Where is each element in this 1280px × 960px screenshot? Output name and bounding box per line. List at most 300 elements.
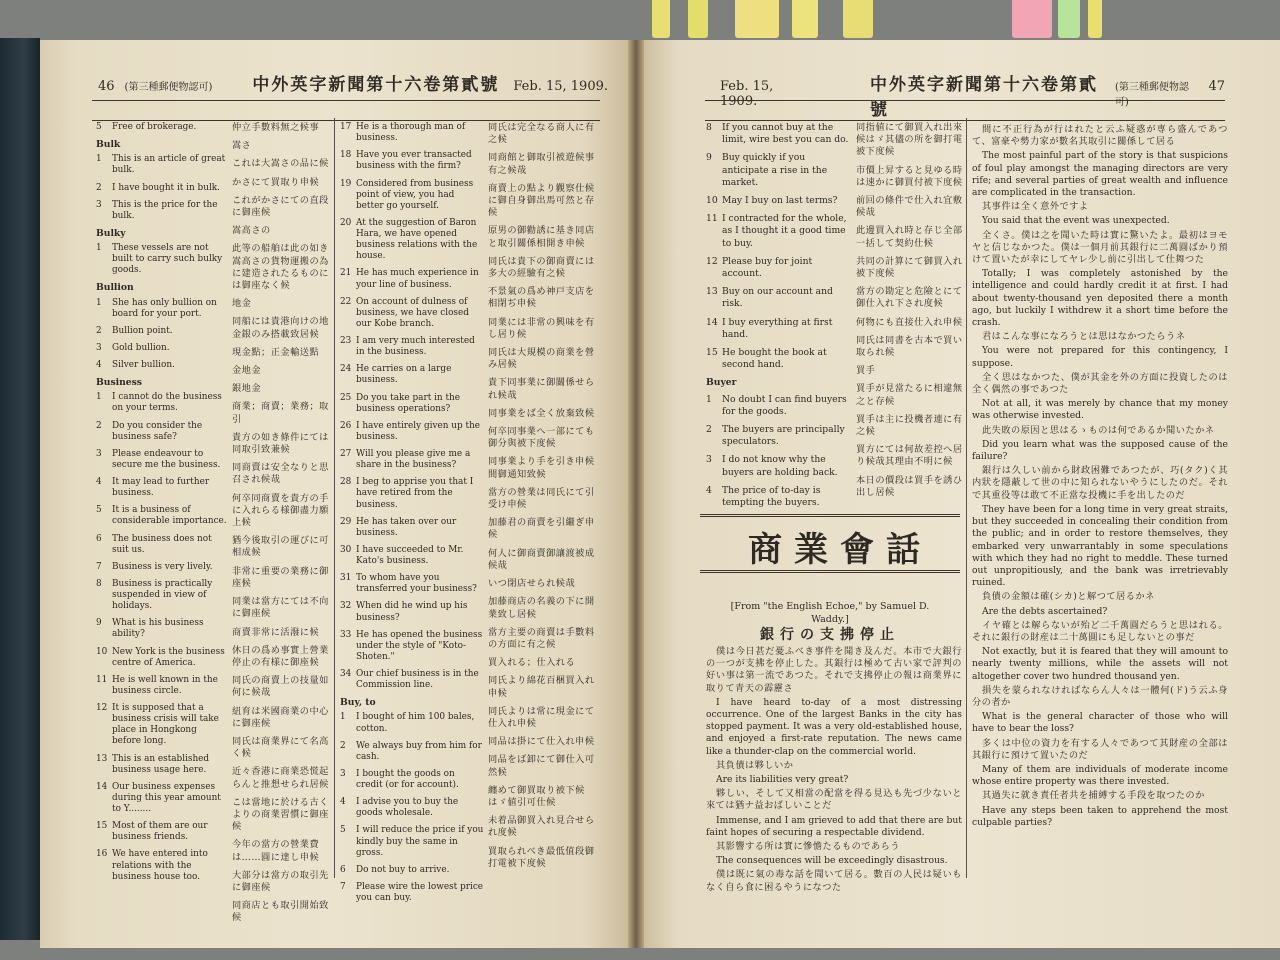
entry-text: Our business expenses during this year amount to Y........ <box>112 781 221 814</box>
japanese-line: 同商賣は安全なりと思召され候哉 <box>232 462 329 486</box>
left-english-column-2 <box>340 122 484 910</box>
book-gutter <box>628 40 644 948</box>
entry-item <box>340 825 484 858</box>
article-paragraph-en: What is the general character of those who will have to bear the loss? <box>972 711 1228 735</box>
entry-text: Do you take part in the business operations? <box>356 392 460 414</box>
japanese-line: 商業；商賣；業務；取引 <box>232 401 329 425</box>
japanese-line: 近々香港に商業恐慌起らんと推想せられ居候 <box>232 766 329 790</box>
entry-number: 8 <box>706 122 712 133</box>
entry-number: 1 <box>706 393 712 405</box>
entry-text: When did he wind up his business? <box>356 601 468 623</box>
section-heading: Business <box>96 377 142 389</box>
entry-number: 31 <box>340 573 352 584</box>
entry-number: 1 <box>96 243 102 253</box>
entry-text: This is an article of great bulk. <box>112 154 226 176</box>
entry-number: 2 <box>96 182 102 193</box>
entry-number: 1 <box>96 154 102 165</box>
entry-text: I have succeeded to Mr. Kato's business. <box>356 544 464 566</box>
article-paragraph-en: You said that the event was unexpected. <box>982 215 1170 227</box>
japanese-line: 同氏より綿花百梱買入れ申候 <box>488 675 595 699</box>
right-english-column-1 <box>706 122 852 515</box>
entry-number: 4 <box>96 477 102 487</box>
japanese-line: 此邊買入れ時と存じ全部一括して契約仕候 <box>856 225 963 249</box>
entry-number: 12 <box>706 255 718 267</box>
article-paragraph-jp: 銀行は久しい前から財政困難であつたが、巧(タク)く其内狀を隱蔽して世の中に知られないやうにしたのだ。それで其重役等は敢て不正當な投機に手を出したのだ <box>972 465 1228 501</box>
article-paragraph-en: Have any steps been taken to apprehend the most culpable parties? <box>972 804 1228 828</box>
entry-number: 9 <box>96 618 102 629</box>
article-paragraph-en: They have been for a long time in very great straits, but they succeeded in concealing their condition from the public; and in order to restore themselves, they embarked very unwarrantably in some speculations with which they had no right to meddle. These turned out unpropitiously, and the bank was irretrievably ruined. <box>972 503 1228 589</box>
entry-item <box>340 336 484 358</box>
entry-text: Have you ever transacted business with the firm? <box>356 150 472 172</box>
left-running-head <box>98 70 608 95</box>
left-date: Feb. 15, 1909. <box>513 79 608 94</box>
entry-item <box>340 865 484 876</box>
entry-number: 14 <box>706 316 718 328</box>
entry-item <box>340 797 484 819</box>
entry-number: 23 <box>340 336 352 346</box>
entry-item <box>706 485 852 509</box>
entry-number: 3 <box>96 342 102 353</box>
entry-item <box>96 200 228 222</box>
article-paragraph-jp: イヤ確とは解らないが殆ど二千萬圓だらうと思はれる。それに銀行の財産は二十萬圓にも足しないとの事だ <box>972 619 1228 643</box>
entry-text: Considered from business point of view, you had better go yourself. <box>356 178 474 211</box>
entry-item <box>96 343 228 354</box>
japanese-line: 未着品御買入れ見合せられ度候 <box>488 815 595 839</box>
left-page-number: 46 <box>98 79 115 94</box>
entry-text: To whom have you transferred your business? <box>356 573 477 595</box>
entry-item <box>706 213 852 250</box>
entry-number: 5 <box>340 825 346 836</box>
japanese-line: 何物にも直接仕入れ申候 <box>856 316 963 328</box>
entry-text: I am very much interested in the business. <box>356 336 475 358</box>
left-postal-note: (第三種郵便物認可) <box>124 82 213 93</box>
left-head-rule-2 <box>92 120 600 121</box>
entry-number: 7 <box>96 561 102 572</box>
entry-text: I have bought it in bulk. <box>112 182 220 193</box>
entry-text: I bought of him 100 bales, cotton. <box>356 712 475 734</box>
entry-number: 21 <box>340 268 352 279</box>
japanese-line: 同船には貴港向けの地金銀のみ搭載致居候 <box>232 316 329 340</box>
entry-item <box>706 454 852 478</box>
article-paragraph-en: Not at all, it was merely by chance that my money was otherwise invested. <box>972 398 1228 422</box>
entry-number: 5 <box>96 122 102 132</box>
entry-text: Do you consider the business safe? <box>112 420 203 442</box>
entry-number: 13 <box>706 286 718 298</box>
entry-text: On account of dulness of business, we have closed our Kobe branch. <box>356 296 469 329</box>
japanese-line: 同業には非常の興味を有し居り候 <box>488 316 595 340</box>
article-title: 商業會話 <box>748 530 932 570</box>
entry-text: It is supposed that a business crisis will take place in Hongkong before long. <box>112 703 219 747</box>
entry-item <box>340 769 484 791</box>
entry-text: He carries on a large business. <box>356 364 452 386</box>
entry-number: 19 <box>340 178 352 189</box>
entry-number: 1 <box>96 297 102 308</box>
entry-number: 3 <box>706 454 712 466</box>
japanese-line: 當方の營業は同氏にて引受け申候 <box>488 486 595 511</box>
article-paragraph-en: Are its liabilities very great? <box>716 774 849 786</box>
entry-item <box>96 782 228 815</box>
sticky-tab-yellow <box>1088 0 1102 38</box>
right-page-number: 47 <box>1208 79 1225 94</box>
japanese-line: 同品は掛にて仕入れ申候 <box>488 736 595 748</box>
entry-item <box>340 179 484 212</box>
article-paragraph-en: Did you learn what was the supposed cause of the failure? <box>972 438 1228 463</box>
entry-text: If you cannot buy at the limit, wire best you can do. <box>722 122 849 146</box>
japanese-line: 嵩高さの <box>232 225 271 237</box>
entry-number: 6 <box>96 533 102 544</box>
japanese-line: 原男の御勸誘に基き同店と取引關係相開き申候 <box>488 225 595 249</box>
entry-number: 2 <box>96 420 102 431</box>
entry-item <box>340 150 484 172</box>
article-paragraph-jp: 君はこんな事になろうとは思はなかつたらうネ <box>982 331 1186 343</box>
entry-text: Do not buy to arrive. <box>356 864 450 875</box>
entry-number: 33 <box>340 629 352 640</box>
entry-item <box>96 821 228 843</box>
section-heading: Bullion <box>96 282 134 294</box>
japanese-line: 同商館と御取引被遊候事有之候哉 <box>488 152 595 176</box>
article-source: [From "the English Echoe," by Samuel D. Waddy.] <box>730 601 930 625</box>
entry-number: 28 <box>340 477 352 488</box>
entry-item <box>706 152 852 189</box>
article-paragraph-en: Immense, and I am grieved to add that there are but faint hopes of securing a respectable dividend. <box>706 814 962 838</box>
japanese-line: 纏めて御買取り被下候はゞ値引可仕候 <box>488 784 585 808</box>
article-body-left <box>706 646 962 896</box>
entry-item <box>96 675 228 697</box>
entry-item <box>96 154 228 176</box>
japanese-line: 加藤君の商賣を引繼ぎ申候 <box>488 517 595 541</box>
entry-text: What is his business ability? <box>112 618 204 640</box>
japanese-line: 當方の勘定と危險とにて御仕入れ下され度候 <box>856 286 963 310</box>
article-paragraph-jp: 全くさ。僕は之を聞いた時は實に驚いたよ。最初はヨモヤと信じなかつた。僕は一個月前其銀行に二萬圓ばかり預けて置いたが幸にしてヤレ少し前に引出して仕舞つた <box>972 229 1228 266</box>
entry-item <box>96 122 228 133</box>
right-japanese-column-1 <box>856 122 968 505</box>
japanese-line: 商賣上の點より觀察仕候に御自身御出馬可然と存候 <box>488 182 595 219</box>
article-paragraph-jp: 其負債は夥しいか <box>716 759 794 771</box>
entry-item <box>706 122 852 146</box>
sticky-tab-yellow <box>843 0 873 38</box>
entry-item <box>340 741 484 763</box>
entry-item <box>340 517 484 539</box>
entry-text: No doubt I can find buyers for the goods. <box>722 393 847 417</box>
entry-number: 4 <box>340 797 346 808</box>
entry-item <box>96 849 228 882</box>
entry-number: 20 <box>340 217 352 228</box>
entry-item <box>340 477 484 510</box>
sticky-tab-yellow <box>735 0 779 38</box>
entry-number: 2 <box>96 325 102 336</box>
japanese-line: 商賣非常に活潑に候 <box>232 626 320 638</box>
left-japanese-column-1 <box>232 122 330 931</box>
entry-text: Please endeavour to secure me the business. <box>112 448 221 470</box>
entry-number: 6 <box>340 864 346 875</box>
entry-text: Please wire the lowest price you can buy. <box>356 881 484 903</box>
entry-text: He has opened the business under the style of "Koto-Shoten." <box>356 629 483 662</box>
right-head-rule <box>705 100 1225 101</box>
left-head-rule <box>92 100 600 101</box>
entry-text: Business is practically suspended in view of holidays. <box>112 578 213 612</box>
japanese-line: 銀地金 <box>232 383 262 395</box>
japanese-line: 大部分は當方の取引先に御座候 <box>232 869 329 893</box>
japanese-line: 貴下同事業に御關係せられ候哉 <box>488 377 595 401</box>
japanese-line: 嵩さ <box>232 140 252 152</box>
entry-item <box>96 183 228 194</box>
japanese-line: 同氏の商賣上の技量如何に候哉 <box>232 675 329 699</box>
sticky-tab-green <box>1058 0 1080 38</box>
entry-text: Buy on our account and risk. <box>722 286 833 310</box>
article-title-rule-top <box>700 514 960 517</box>
entry-number: 15 <box>706 347 718 359</box>
entry-text: I will reduce the price if you kindly buy the same in gross. <box>356 825 484 858</box>
entry-item <box>96 243 228 276</box>
entry-item <box>96 618 228 640</box>
entry-item <box>96 392 228 414</box>
article-paragraph-en: Not exactly, but it is feared that they will amount to nearly twenty millions, while the assets will not altogether cover two hundred thousand yen. <box>972 646 1228 682</box>
entry-number: 4 <box>96 360 102 370</box>
entry-number: 29 <box>340 516 352 527</box>
entry-number: 2 <box>340 740 346 751</box>
entry-text: This is an established business usage here. <box>112 753 210 775</box>
entry-text: I advise you to buy the goods wholesale. <box>356 797 459 819</box>
entry-number: 7 <box>340 881 346 892</box>
entry-number: 18 <box>340 150 352 161</box>
japanese-line: 何卒同事業へ一部にても御分與被下度候 <box>488 426 595 450</box>
entry-number: 3 <box>96 199 102 210</box>
japanese-line: 同氏よりは常に現金にて仕入れ申候 <box>488 705 595 729</box>
article-paragraph-jp: 間に不正行為が行はれたと云ふ疑惑が専ら盛んであつて、富豪や勢力家が數名其取引に關係して居る <box>972 124 1228 148</box>
article-paragraph-jp: 僕は既に氣の毒な話を聞いて居る。數百の人民は疑いもなく自ら食に困るやうになつた <box>706 869 962 893</box>
entry-number: 4 <box>706 484 712 496</box>
left-column-divider <box>334 118 335 878</box>
article-paragraph-jp: 多くは中位の資力を有する人々であつて其財産の全部は其銀行に預けて置いたのだ <box>972 737 1228 761</box>
entry-item <box>96 562 228 573</box>
japanese-line: 同商店とも取引開始致候 <box>232 900 329 924</box>
entry-item <box>340 669 484 691</box>
entry-number: 11 <box>96 674 108 685</box>
entry-number: 3 <box>340 768 346 779</box>
japanese-line: 同品をば卸にて御仕入可然候 <box>488 754 595 778</box>
japanese-line: 何卒同商賣を貴方の手に入れらる様御盡力願上候 <box>232 492 329 529</box>
entry-text: At the suggestion of Baron Hara, we have opened business relations with the house. <box>356 217 478 262</box>
article-paragraph-jp: 負債の金額は確(シカ)と解つて居るかネ <box>982 591 1155 603</box>
article-paragraph-jp: 全く思はなかつた、僕が其金を外の方面に投資したのは全く偶然の事であつた <box>972 371 1228 396</box>
sticky-tab-yellow <box>688 0 708 38</box>
entry-text: Buy quickly if you anticipate a rise in the market. <box>722 152 828 188</box>
japanese-line: 同氏は同書を古本で買い取られ候 <box>856 334 963 359</box>
japanese-line: 紐育は米國商業の中心に御座候 <box>232 705 329 729</box>
entry-number: 10 <box>706 195 718 207</box>
sticky-tab-yellow <box>652 0 670 38</box>
entry-text: It may lead to further business. <box>112 477 210 499</box>
entry-text: Will you please give me a share in the business? <box>356 449 471 471</box>
japanese-line: 買入れる；仕入れる <box>488 657 576 669</box>
entry-text: Business is very lively. <box>112 561 213 572</box>
article-paragraph-en: You were not prepared for this contingency, I suppose. <box>972 345 1228 369</box>
article-paragraph-jp: 其過失に就き責任者共を捕縛する手段を取つたのか <box>982 790 1205 802</box>
entry-text: He is a thorough man of business. <box>356 122 466 144</box>
japanese-line: 買手は主に投機者連に有之候 <box>856 413 963 438</box>
japanese-line: こは當地に於ける古くよりの商業習慣に御座候 <box>232 796 329 833</box>
japanese-line: 買手 <box>856 365 876 377</box>
right-head-rule-2 <box>705 120 1225 121</box>
article-paragraph-en: Are the debts ascertained? <box>982 605 1108 617</box>
article-paragraph-jp: 其事件は全く意外ですよ <box>982 201 1089 213</box>
entry-number: 27 <box>340 449 352 459</box>
entry-text: It is a business of considerable importance. <box>112 505 227 527</box>
entry-text: The buyers are principally speculators. <box>722 424 845 448</box>
entry-text: We have entered into relations with the business house too. <box>112 849 208 882</box>
entry-text: The price of to-day is tempting the buyers. <box>722 484 821 509</box>
sticky-tab-yellow <box>792 0 818 38</box>
entry-item <box>340 122 484 144</box>
entry-text: The business does not suit us. <box>112 533 212 555</box>
entry-number: 34 <box>340 669 352 679</box>
entry-item <box>706 195 852 207</box>
article-paragraph-jp: 此失敗の原因と思はるゝものは何であるか聞いたかネ <box>982 424 1215 436</box>
entry-number: 2 <box>706 424 712 436</box>
entry-text: I buy everything at first hand. <box>722 316 833 340</box>
book-binding <box>0 38 40 940</box>
entry-item <box>96 449 228 471</box>
entry-item <box>96 534 228 556</box>
japanese-line: 前回の條件で仕入れ宜敷候哉 <box>856 195 963 219</box>
japanese-line: かさにて買取り申候 <box>232 176 320 188</box>
entry-text: We always buy from him for cash. <box>356 740 482 762</box>
entry-item <box>340 545 484 567</box>
entry-item <box>96 298 228 320</box>
entry-item <box>706 256 852 280</box>
entry-number: 30 <box>340 544 352 555</box>
entry-text: These vessels are not built to carry such bulky goods. <box>112 243 223 276</box>
section-heading: Buyer <box>706 377 737 389</box>
sticky-tab-pink <box>1012 0 1052 38</box>
entry-item <box>706 394 852 418</box>
entry-item <box>340 882 484 904</box>
right-running-head <box>720 70 1225 120</box>
entry-item <box>96 477 228 499</box>
japanese-line: 同氏は商業界にて名高く候 <box>232 735 329 760</box>
japanese-line: 同業は當方にては不向に御座候 <box>232 596 329 620</box>
entry-text: Please buy for joint account. <box>722 255 813 280</box>
japanese-line: 非常に重要の業務に御座候 <box>232 565 329 589</box>
article-paragraph-jp: 其影響する所は實に慘憺たるものであらう <box>716 841 901 853</box>
japanese-line: 貴方の如き條件にては同取引致兼候 <box>232 431 329 456</box>
japanese-line: 本日の價段は買手を誘ひ出し居候 <box>856 474 963 498</box>
entry-text: Silver bullion. <box>112 360 175 370</box>
entry-number: 26 <box>340 420 352 431</box>
right-date: Feb. 15, 1909. <box>720 79 774 109</box>
section-heading: Buy, to <box>340 697 376 709</box>
section-heading: Bulky <box>96 227 126 239</box>
japanese-line: これがかさにての直段に御座候 <box>232 194 329 219</box>
entry-number: 10 <box>96 646 108 657</box>
entry-text: She has only bullion on board for your port. <box>112 297 217 319</box>
japanese-line: 今年の當方の營業費は……圓に達し申候 <box>232 839 320 863</box>
article-paragraph-en: Many of them are individuals of moderate income whose entire property was there invested. <box>972 763 1228 788</box>
sticky-note-tabs <box>0 0 1280 40</box>
right-column-divider <box>966 118 967 878</box>
entry-number: 12 <box>96 703 108 713</box>
entry-number: 11 <box>706 213 718 225</box>
entry-text: Our chief business is in the Commission line. <box>356 669 479 691</box>
article-paragraph-en: The most painful part of the story is that suspicions of foul play amongst the managing directors are very rife; and several parties of great wealth and influence are complicated in the transaction. <box>972 150 1228 199</box>
entry-item <box>96 326 228 337</box>
left-journal-title: 中外英字新聞第十六卷第貳號 <box>252 75 500 95</box>
left-japanese-column-2 <box>488 122 598 876</box>
entry-number: 5 <box>96 505 102 516</box>
entry-text: I bought the goods on credit (or for account). <box>356 768 459 790</box>
entry-text: He is well known in the business circle. <box>112 674 218 696</box>
japanese-line: いつ閉店せられ候哉 <box>488 578 576 590</box>
japanese-line: 買手が見當たるに相違無之と存候 <box>856 383 963 407</box>
entry-text: He has taken over our business. <box>356 516 457 538</box>
japanese-line: 不景氣の爲め神戸支店を相閉ぢ申候 <box>488 286 595 310</box>
article-paragraph-jp: 僕は今日甚だ憂ふべき事件を聞き及んだ。本市で大銀行の一つが支拂を停止した。其銀行は極めて古い家で評判の好い事は第一流であつた。それで支拂停止の報は商業界に取りて青天の霹靂さ <box>706 646 962 694</box>
japanese-line: これは大嵩さの品に候 <box>232 158 329 170</box>
japanese-line: 同氏は大規模の商業を營み居候 <box>488 347 595 371</box>
japanese-line: 金地金 <box>232 365 262 377</box>
article-body-right <box>972 124 1228 831</box>
entry-text: I do not know why the buyers are holding back. <box>722 454 838 478</box>
entry-number: 15 <box>96 821 108 832</box>
entry-text: He has much experience in your line of business. <box>356 268 479 290</box>
japanese-line: 同事業をば全く放棄致候 <box>488 407 595 419</box>
japanese-line: 同氏は貴下の御商賣には多大の經驗有之候 <box>488 255 595 280</box>
entry-number: 1 <box>340 712 346 723</box>
entry-item <box>340 630 484 663</box>
entry-number: 14 <box>96 781 108 792</box>
entry-text: Bullion point. <box>112 325 173 336</box>
entry-item <box>96 505 228 527</box>
entry-item <box>340 601 484 623</box>
entry-item <box>706 347 852 371</box>
section-heading: Bulk <box>96 139 121 151</box>
entry-text: I have entirely given up the business. <box>356 420 481 442</box>
entry-item <box>96 647 228 669</box>
entry-item <box>706 286 852 310</box>
entry-number: 9 <box>706 152 712 164</box>
japanese-line: 市價上昇すると見ゆる時は速かに御買付被下度候 <box>856 164 963 188</box>
article-paragraph-en: Totally; I was completely astonished by the intelligence and could hardly credit it at first. I had about twenty-thousand yen deposited there a month ago, but luckily I withdrew it a short time before the crash. <box>972 268 1228 329</box>
article-title-rule-bottom <box>700 570 960 573</box>
entry-item <box>340 421 484 443</box>
entry-item <box>96 579 228 612</box>
entry-item <box>706 317 852 341</box>
article-paragraph-en: The consequences will be exceedingly disastrous. <box>716 855 948 867</box>
entry-number: 17 <box>340 122 352 132</box>
japanese-line: 現金點；正金輸送點 <box>232 346 320 358</box>
japanese-line: 地金 <box>232 298 252 310</box>
japanese-line: 猶今後取引の運びに可相成候 <box>232 535 329 559</box>
entry-item <box>96 421 228 443</box>
entry-text: This is the price for the bulk. <box>112 199 218 221</box>
right-postal-note: (第三種郵便物認可) <box>1114 82 1189 108</box>
entry-text: I contracted for the whole, as I thought it a good time to buy. <box>722 213 847 249</box>
entry-text: I beg to apprise you that I have retired from the business. <box>356 477 474 510</box>
entry-number: 8 <box>96 578 102 589</box>
entry-text: Gold bullion. <box>112 342 170 353</box>
japanese-line: 買取られべき最低值段御打電被下度候 <box>488 845 595 869</box>
right-journal-title: 中外英字新聞第十六卷第貳號 <box>870 75 1098 120</box>
japanese-line: 加藤商店の名義の下に開業致し居候 <box>488 596 595 620</box>
entry-number: 13 <box>96 753 108 764</box>
japanese-line: 同事業より手を引き申候間御通知致候 <box>488 456 595 480</box>
entry-number: 16 <box>96 849 108 860</box>
article-paragraph-en: I have heard to-day of a most distressing occurrence. One of the largest Banks in the city has stopped payment. It was a very old-established house, and enjoyed a first-rate reputation. The news came like a thunder-clap on the commercial world. <box>706 696 962 757</box>
japanese-line: 同氏は完全なる商人に有之候 <box>488 122 595 146</box>
japanese-line: 何人に御商賣御讓渡被成候哉 <box>488 547 595 571</box>
entry-item <box>340 573 484 595</box>
entry-number: 3 <box>96 448 102 459</box>
